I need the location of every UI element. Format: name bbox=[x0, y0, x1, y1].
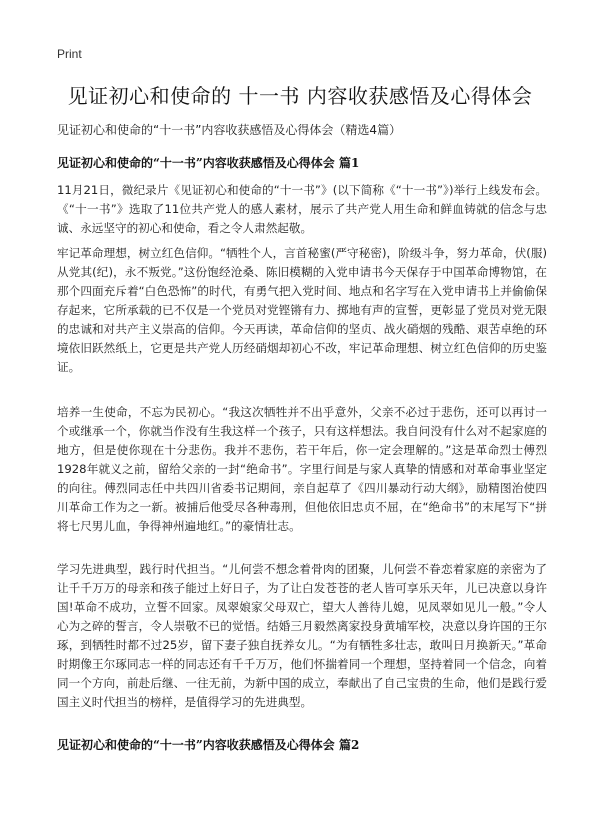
subtitle: 见证初心和使命的“十一书”内容收获感悟及心得体会（精选4篇） bbox=[57, 123, 402, 137]
paragraph-1: 11月21日，微纪录片《见证初心和使命的“十一书”》(以下简称《“十一书”》)举行上线发布会。《“十一书”》选取了11位共产党人的感人素材，展示了共产党人用生命和鲜血铸就的信念与忠诚、永远坚守的初心和使命，看之令人肃然起敬。 bbox=[57, 183, 547, 235]
print-link[interactable]: Print bbox=[57, 47, 82, 61]
section-heading-2: 见证初心和使命的“十一书”内容收获感悟及心得体会 篇2 bbox=[57, 738, 360, 752]
paragraph-3: 培养一生使命，不忘为民初心。“我这次牺牲并不出乎意外，父亲不必过于悲伤，还可以再讨一个或继承一个，你就当作没有生我这样一个孩子，只有这样想法。我自问没有什么对不起家庭的地方，但是使你现在十分悲伤。我并不悲伤，若干年后，你一定会理解的。”这是革命烈士傅烈1928年就义之前，留给父亲的一封“绝命书”。字里行间是与家人真挚的情感和对革命事业坚定的向往。傅烈同志任中共四川省委书记期间，亲自起草了《四川暴动行动大纲》，励精图治使四川革命工作为之一新。被捕后他受尽各种毒刑，但他依旧忠贞不屈，在“绝命书”的末尾写下“拼将七尺男儿血，争得神州遍地红。”的豪情壮志。 bbox=[57, 405, 547, 533]
section-heading-1: 见证初心和使命的“十一书”内容收获感悟及心得体会 篇1 bbox=[57, 156, 360, 170]
paragraph-2: 牢记革命理想，树立红色信仰。“牺牲个人，言首秘蜜(严守秘密)，阶级斗争，努力革命，伏(服)从党其(纪)，永不叛党。”这份饱经沧桑、陈旧模糊的入党申请书今天保存于中国革命博物馆，在那个四面充斥着“白色恐怖”的时代，有勇气把入党时间、地点和名字写在入党申请书上并偷偷保存起来，它所承载的已不仅是一个党员对党铿锵有力、掷地有声的宣誓，更彰显了党员对党无限的忠诚和对共产主义崇高的信仰。今天再读，革命信仰的坚贞、战火硝烟的残酷、艰苦卓绝的环境依旧跃然纸上，它更是共产党人历经硝烟却初心不改，牢记革命理想、树立红色信仰的历史鉴证。 bbox=[57, 246, 547, 374]
page-title: 见证初心和使命的 十一书 内容收获感悟及心得体会 bbox=[67, 84, 533, 108]
paragraph-4: 学习先进典型，践行时代担当。“儿何尝不想念着骨肉的团聚，儿何尝不眷恋着家庭的亲密为了让千千万万的母亲和孩子能过上好日子，为了让白发苍苍的老人皆可享乐天年，儿已决意以身许国!革命不成功，立誓不回家。凤翠娘家父母双亡，望大人善待儿媳，见凤翠如见儿一般。”令人心为之碎的誓言，令人崇敬不已的觉悟。结婚三月毅然离家投身黄埔军校，决意以身许国的王尔琢，到牺牲时都不过25岁，留下妻子独自抚养女儿。“为有牺牲多壮志，敢叫日月换新天。”革命时期像王尔琢同志一样的同志还有千千万万，他们怀揣着同一个理想，坚持着同一个信念，向着同一个方向，前赴后继、一往无前，为新中国的成立，奉献出了自己宝贵的生命，他们是践行爱国主义时代担当的榜样，是值得学习的先进典型。 bbox=[57, 562, 547, 709]
